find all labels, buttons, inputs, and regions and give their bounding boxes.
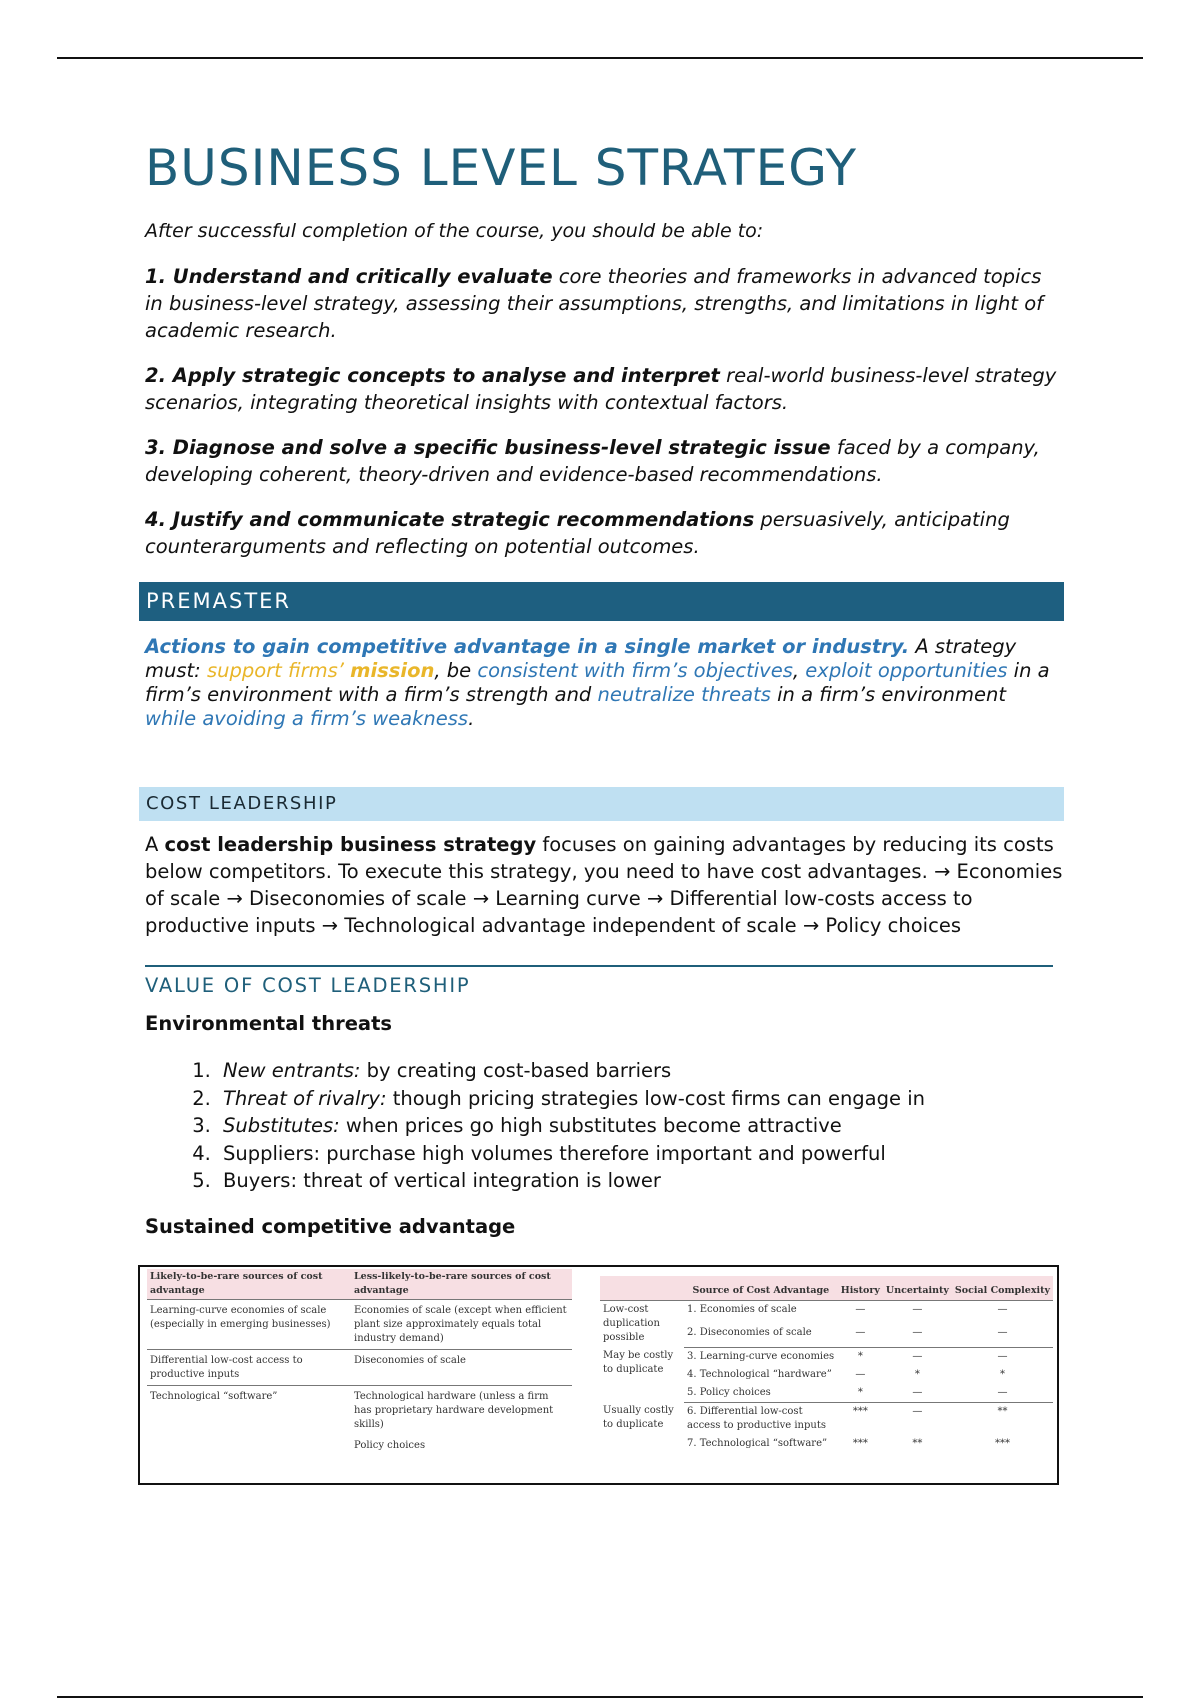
imitation-cost-table bbox=[600, 1276, 1053, 1453]
section-divider bbox=[145, 965, 1053, 967]
group-label: Usually costly to duplicate bbox=[603, 1405, 674, 1430]
objective-4: 4. Justify and communicate strategic recommendations persuasively, anticipating counterarguments and reflecting on potential outcomes. bbox=[145, 508, 1010, 558]
rarity-table bbox=[147, 1269, 572, 1456]
document-body bbox=[145, 140, 1063, 1239]
objective-3: 3. Diagnose and solve a specific business-level strategic issue faced by a company, developing coherent, theory-driven and evidence-based recommendations. bbox=[145, 436, 1040, 486]
group-label: May be costly to duplicate bbox=[603, 1350, 674, 1375]
table-row: May be costly to duplicate 3. Learning-curve economies * — — bbox=[600, 1347, 1053, 1366]
sustained-advantage-heading: Sustained competitive advantage bbox=[145, 1214, 516, 1238]
threats-list bbox=[145, 1057, 1063, 1195]
table-row: Low-cost duplication possible 1. Economies of scale — — — bbox=[600, 1301, 1053, 1324]
page-title: BUSINESS LEVEL STRATEGY bbox=[145, 139, 857, 197]
list-item: 1. New entrants: by creating cost-based barriers bbox=[217, 1057, 1063, 1085]
top-rule bbox=[57, 57, 1143, 59]
table-row: Differential low-cost access to productive inputs Diseconomies of scale bbox=[147, 1350, 572, 1386]
cost-leadership-heading: COST LEADERSHIP bbox=[139, 787, 1064, 821]
list-item: 2. Threat of rivalry: though pricing strategies low-cost firms can engage in bbox=[217, 1085, 1063, 1113]
table-row: 7. Technological “software” *** ** *** bbox=[687, 1437, 1010, 1449]
table-header: History bbox=[838, 1276, 883, 1301]
table-row: 2. Diseconomies of scale — — — bbox=[600, 1324, 1053, 1347]
objective-2: 2. Apply strategic concepts to analyse and interpret real-world business-level strategy scenarios, integrating theoretical insights with contextual factors. bbox=[145, 364, 1057, 414]
table-row: 4. Technological “hardware” — * * bbox=[687, 1368, 1005, 1380]
objective-1: 1. Understand and critically evaluate core theories and frameworks in advanced topics in business-level strategy, assessing their assumptions, strengths, and limitations in light of academic research. bbox=[145, 265, 1044, 342]
sustained-advantage-figure bbox=[138, 1265, 1059, 1485]
value-of-cost-leadership-heading: VALUE OF COST LEADERSHIP bbox=[145, 974, 471, 997]
bottom-rule bbox=[57, 1696, 1143, 1698]
table-row: Policy choices bbox=[354, 1440, 426, 1451]
environmental-threats-heading: Environmental threats bbox=[145, 1012, 393, 1035]
list-item: 5. Buyers: threat of vertical integration is lower bbox=[217, 1167, 1063, 1195]
premaster-paragraph: Actions to gain competitive advantage in a single market or industry. A strategy must: support firms’ mission, be consistent with firm’s objectives, exploit opportunities in a firm’s environment with a firm’s strength and neutralize threats in a firm’s environment while avoiding a firm’s weakness. bbox=[145, 635, 1050, 730]
list-item: 3. Substitutes: when prices go high substitutes become attractive bbox=[217, 1112, 1063, 1140]
table-row: 5. Policy choices * — — bbox=[600, 1384, 1053, 1403]
intro-text: After successful completion of the course, you should be able to: bbox=[145, 220, 764, 242]
premaster-heading: PREMASTER bbox=[139, 582, 1064, 621]
group-label: Low-cost duplication possible bbox=[603, 1304, 660, 1343]
table-header: Uncertainty bbox=[883, 1276, 952, 1301]
list-item: 4. Suppliers: purchase high volumes therefore important and powerful bbox=[217, 1140, 1063, 1168]
table-header: Likely-to-be-rare sources of cost advantage bbox=[147, 1269, 351, 1300]
table-row: Usually costly to duplicate 6. Differential low-cost access to productive inputs *** — ** bbox=[600, 1402, 1053, 1435]
cost-leadership-paragraph: A cost leadership business strategy focuses on gaining advantages by reducing its costs below competitors. To execute this strategy, you need to have cost advantages. → Economies of scale → Diseconomies of scale → Learning curve → Differential low-costs access to productive inputs → Technological advantage independent of scale → Policy choices bbox=[145, 833, 1063, 937]
table-row: Learning-curve economies of scale (especially in emerging businesses) Economies of scale (except when efficient plant size approximately equals total industry demand) bbox=[147, 1300, 572, 1350]
table-header: Source of Cost Advantage bbox=[684, 1276, 838, 1301]
table-row: Technological “software” Technological hardware (unless a firm has proprietary hardware development skills) bbox=[150, 1391, 554, 1430]
table-header: Less-likely-to-be-rare sources of cost advantage bbox=[351, 1269, 572, 1300]
table-header: Social Complexity bbox=[952, 1276, 1053, 1301]
